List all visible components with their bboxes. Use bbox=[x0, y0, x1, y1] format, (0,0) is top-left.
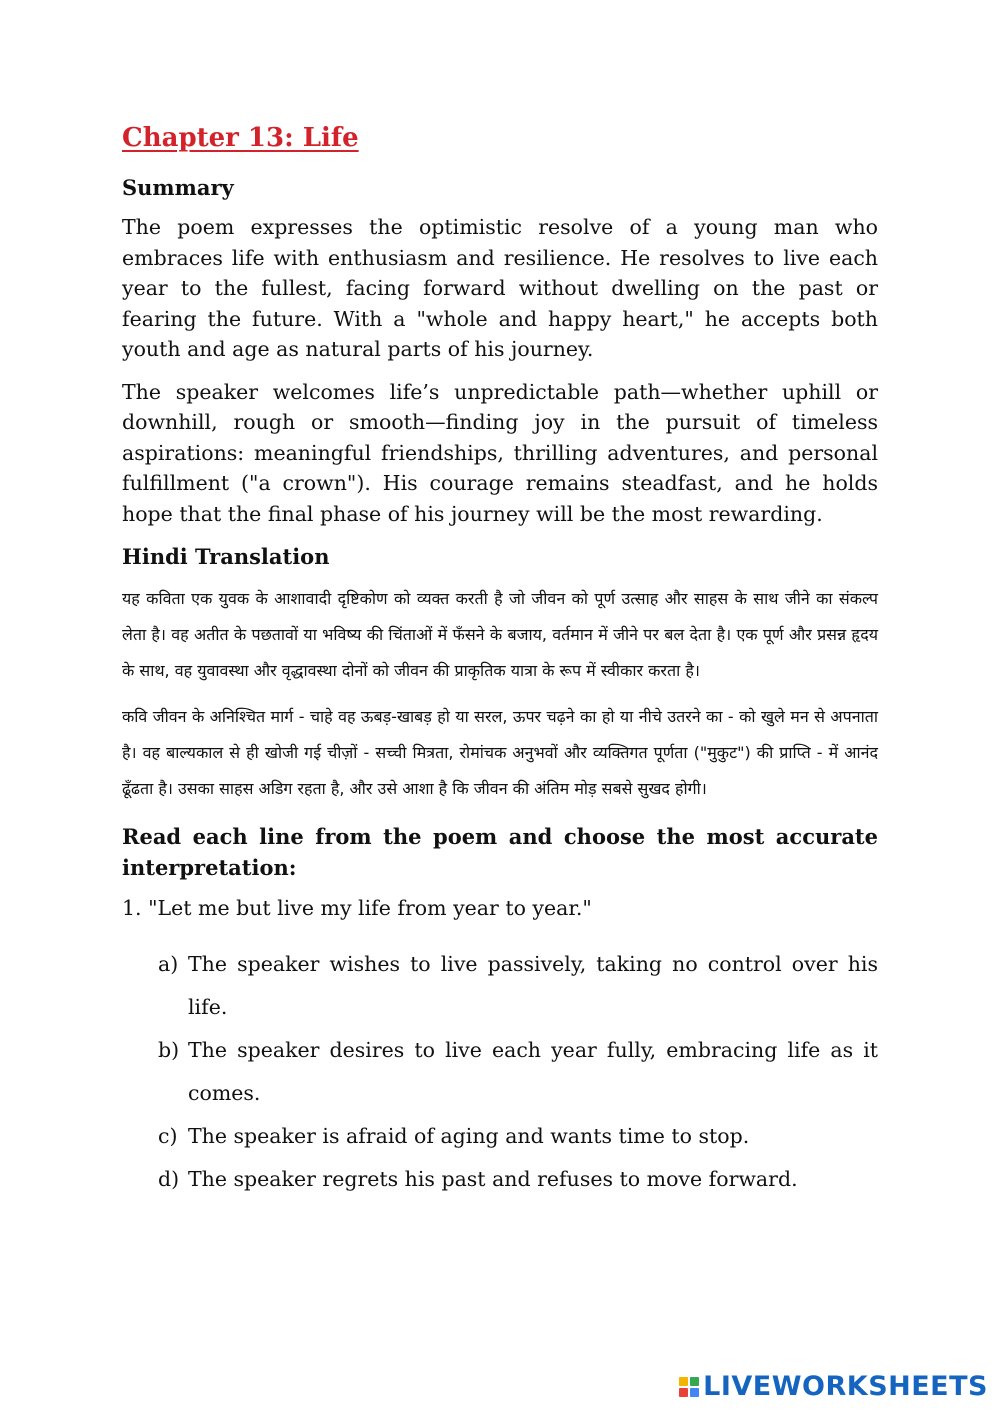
option-d[interactable] bbox=[158, 1158, 878, 1201]
option-c-letter: c) bbox=[158, 1124, 178, 1148]
answer-options bbox=[122, 943, 878, 1201]
option-b-letter: b) bbox=[158, 1038, 180, 1062]
option-c[interactable] bbox=[158, 1115, 878, 1158]
option-b-text: The speaker desires to live each year fully, embracing life as it comes. bbox=[188, 1038, 878, 1105]
option-b[interactable] bbox=[158, 1029, 878, 1115]
liveworksheets-logo-icon bbox=[679, 1377, 699, 1397]
liveworksheets-wordmark: LIVEWORKSHEETS bbox=[703, 1371, 988, 1402]
summary-paragraph-1: The poem expresses the optimistic resolve of a young man who embraces life with enthusiasm and resilience. He resolves to live each year to the fullest, facing forward without dwelling on the past or fearing the future. With a "whole and happy heart," he accepts both youth and age as natural parts of his journey. bbox=[122, 215, 878, 361]
hindi-paragraph-1: यह कविता एक युवक के आशावादी दृष्टिकोण को व्यक्त करती है जो जीवन को पूर्ण उत्साह और साहस के साथ जीने का संकल्प लेता है। वह अतीत के पछतावों या भविष्य की चिंताओं में फँसने के बजाय, वर्तमान में जीने पर बल देता है। एक पूर्ण और प्रसन्न हृदय के साथ, वह युवावस्था और वृद्धावस्था दोनों को जीवन की प्राकृतिक यात्रा के रूप में स्वीकार करता है। bbox=[122, 589, 878, 680]
logo-square-3 bbox=[679, 1388, 688, 1397]
liveworksheets-watermark bbox=[679, 1371, 988, 1402]
option-a[interactable] bbox=[158, 943, 878, 1029]
logo-square-4 bbox=[690, 1388, 699, 1397]
logo-square-1 bbox=[679, 1377, 688, 1386]
summary-heading: Summary bbox=[122, 175, 234, 200]
hindi-translation-heading: Hindi Translation bbox=[122, 544, 330, 569]
question-1: 1. "Let me but live my life from year to year." bbox=[122, 896, 592, 920]
option-a-letter: a) bbox=[158, 952, 179, 976]
worksheet-page bbox=[122, 118, 878, 1201]
option-d-text: The speaker regrets his past and refuses to move forward. bbox=[188, 1167, 798, 1191]
chapter-title: Chapter 13: Life bbox=[122, 123, 359, 153]
hindi-paragraph-2: कवि जीवन के अनिश्चित मार्ग - चाहे वह ऊबड़-खाबड़ हो या सरल, ऊपर चढ़ने का हो या नीचे उतरने का - को खुले मन से अपनाता है। वह बाल्यकाल से ही खोजी गई चीज़ों - सच्ची मित्रता, रोमांचक अनुभवों और व्यक्तिगत पूर्णता ("मुकुट") की प्राप्ति - में आनंद ढूँढता है। उसका साहस अडिग रहता है, और उसे आशा है कि जीवन की अंतिम मोड़ सबसे सुखद होगी। bbox=[122, 707, 878, 798]
exercise-instruction: Read each line from the poem and choose the most accurate interpretation: bbox=[122, 824, 878, 880]
summary-paragraph-2: The speaker welcomes life’s unpredictable path—whether uphill or downhill, rough or smooth—finding joy in the pursuit of timeless aspirations: meaningful friendships, thrilling adventures, and personal fulfillment ("a crown"). His courage remains steadfast, and he holds hope that the final phase of his journey will be the most rewarding. bbox=[122, 379, 878, 526]
option-d-letter: d) bbox=[158, 1167, 180, 1191]
option-a-text: The speaker wishes to live passively, taking no control over his life. bbox=[188, 952, 878, 1019]
option-c-text: The speaker is afraid of aging and wants time to stop. bbox=[188, 1124, 750, 1148]
logo-square-2 bbox=[690, 1377, 699, 1386]
